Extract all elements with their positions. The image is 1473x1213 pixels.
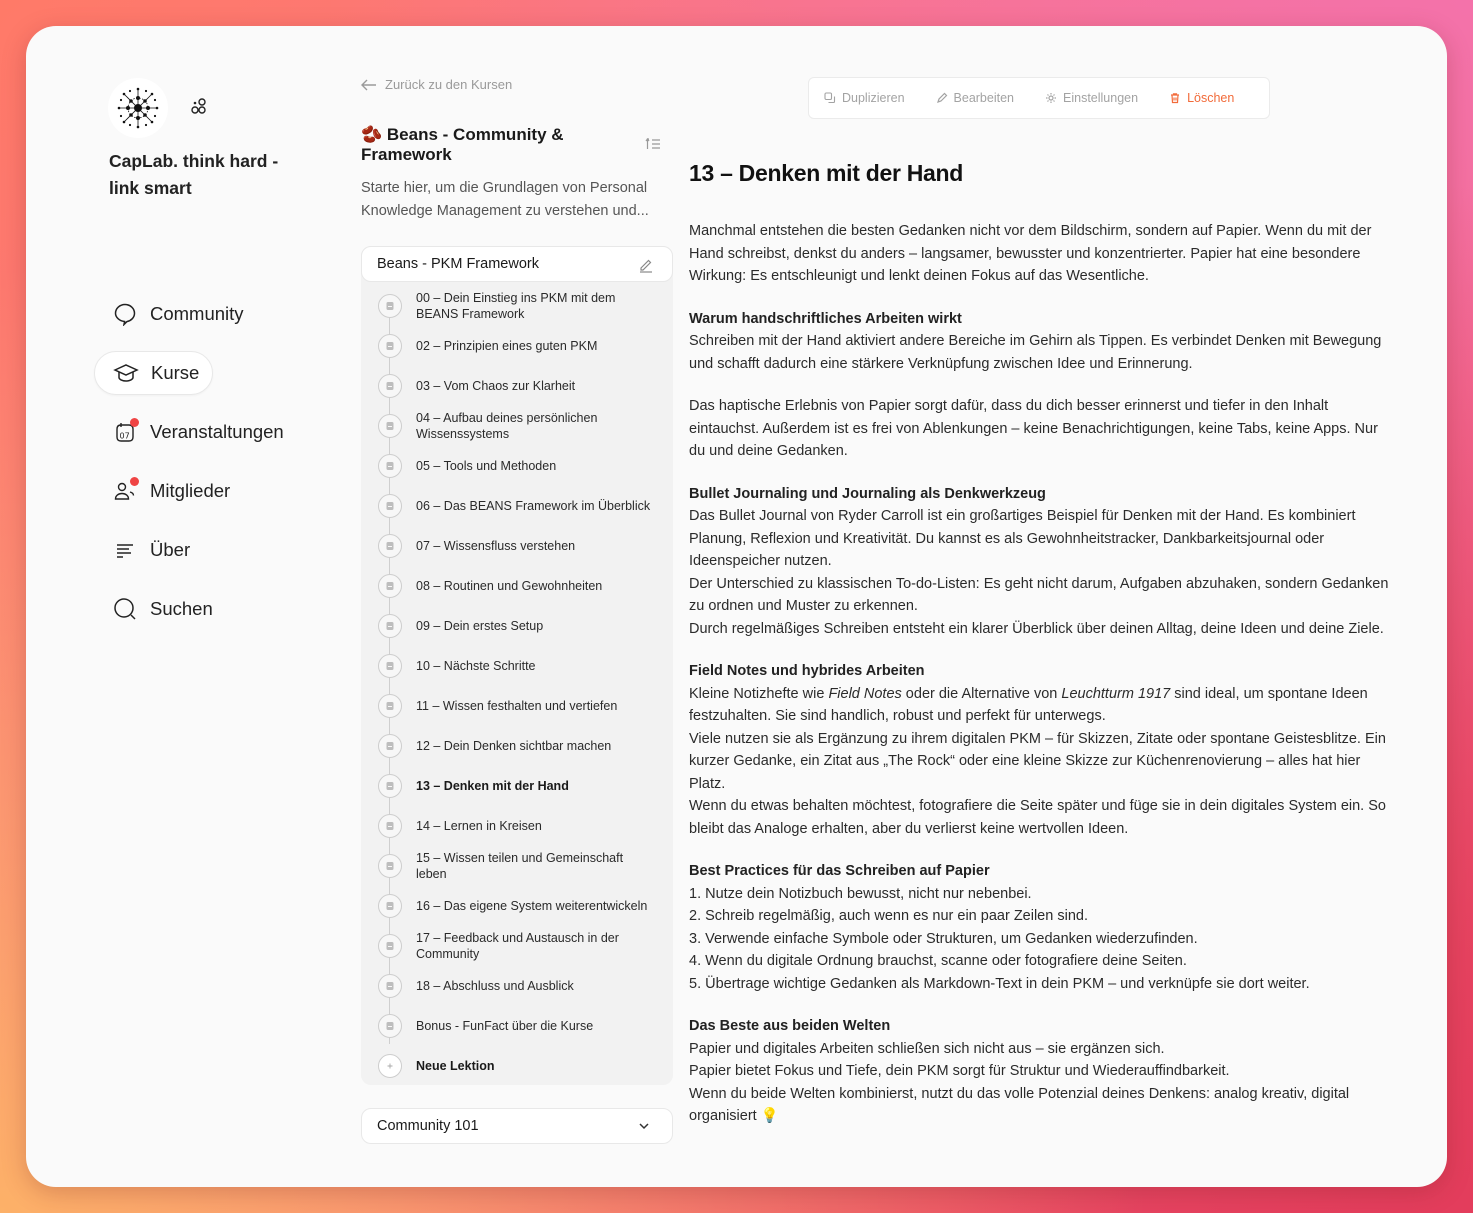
sidebar-item-kurse[interactable] [94, 351, 213, 395]
lesson-label: 15 – Wissen teilen und Gemeinschaft leben [416, 851, 624, 881]
lesson-doc-icon [378, 854, 402, 878]
members-icon [112, 478, 138, 504]
paragraph: Wenn du beide Welten kombinierst, nutzt du das volle Potenzial deines Denkens: analog kreativ, digital organisiert 💡 [689, 1085, 1350, 1124]
nav-label: Veranstaltungen [150, 421, 284, 442]
pencil-icon [936, 92, 948, 104]
lesson-label: 12 – Dein Denken sichtbar machen [416, 739, 612, 753]
pencil-icon[interactable] [638, 257, 654, 273]
sidebar-item-suchen[interactable] [94, 587, 324, 631]
sidebar-item-community[interactable] [94, 292, 324, 336]
lesson-label: 17 – Feedback und Austausch in der Community [416, 931, 619, 961]
network-logo-icon [115, 85, 161, 131]
new-lesson-label: Neue Lektion [416, 1059, 495, 1073]
lesson-item[interactable] [361, 806, 673, 846]
section-header[interactable] [361, 246, 673, 282]
nav-label: Über [150, 539, 191, 560]
community-name: CapLab. think hard - link smart [109, 151, 279, 198]
lesson-item[interactable] [361, 646, 673, 686]
search-icon [112, 596, 138, 622]
lesson-title: 13 – Denken mit der Hand [689, 160, 963, 186]
trash-icon [1169, 92, 1181, 104]
chat-bubble-icon [112, 301, 138, 327]
lesson-item[interactable] [361, 526, 673, 566]
lesson-doc-icon [378, 614, 402, 638]
edit-button[interactable] [936, 91, 1014, 105]
settings-label: Einstellungen [1063, 91, 1139, 105]
lesson-label: 13 – Denken mit der Hand [416, 779, 569, 793]
lesson-item[interactable] [361, 686, 673, 726]
paragraph: Kleine Notizhefte wie Field Notes oder die Alternative von Leuchtturm 1917 sind ideal, um spontane Ideen festzuhalten. Sie sind handlich, robust und perfekt für unterwegs. [689, 685, 1368, 724]
app-window [26, 26, 1447, 1187]
lesson-content [689, 158, 1394, 1128]
list-item: 3. Verwende einfache Symbole oder Strukturen, um Gedanken wiederzufinden. [689, 930, 1198, 947]
paragraph: Wenn du etwas behalten möchtest, fotografiere die Seite später und füge sie in dein digitales System ein. So bleibt das Analoge erhalten, aber du verlierst keine wertvollen Ideen. [689, 798, 1386, 837]
beans-emoji-icon: 🫘 [361, 125, 383, 144]
lesson-doc-icon [378, 1014, 402, 1038]
list-item: 4. Wenn du digitale Ordnung brauchst, scanne oder fotografiere deine Seiten. [689, 953, 1187, 969]
sidebar-item-veranstaltungen[interactable] [94, 410, 324, 454]
paragraph: Das Bullet Journal von Ryder Carroll ist ein großartiges Beispiel für Denken mit der Hand. Es kombiniert Planung, Reflexion und Kreativität. Du kannst es als Gewohnheitstracker, Dankbarkeitsjournal oder Ideenspeicher nutzen. [689, 508, 1356, 569]
chevron-down-icon [638, 1122, 650, 1130]
lesson-doc-icon [378, 534, 402, 558]
list-item: 2. Schreib regelmäßig, auch wenn es nur ein paar Zeilen sind. [689, 908, 1088, 924]
lesson-item[interactable] [361, 486, 673, 526]
graduation-cap-icon [113, 360, 139, 386]
section-heading: Warum handschriftliches Arbeiten wirkt [689, 310, 962, 327]
duplicate-label: Duplizieren [842, 91, 905, 105]
lesson-doc-icon [378, 814, 402, 838]
lesson-doc-icon [378, 654, 402, 678]
sidebar-nav [94, 292, 324, 646]
lesson-doc-icon [378, 334, 402, 358]
lesson-doc-icon [378, 734, 402, 758]
svg-text:07: 07 [119, 431, 130, 441]
lesson-item[interactable] [361, 566, 673, 606]
paragraph: Schreiben mit der Hand aktiviert andere Bereiche im Gehirn als Tippen. Es verbindet Denken mit Bewegung und schafft dadurch eine stärkere Verknüpfung zwischen Idee und Erinnerung. [689, 333, 1382, 372]
course-title [361, 125, 621, 165]
lightbulb-emoji-icon: 💡 [760, 1108, 779, 1124]
paragraph: Papier und digitales Arbeiten schließen sich nicht aus – sie ergänzen sich. [689, 1040, 1165, 1057]
sidebar-item-uber[interactable] [94, 528, 324, 572]
lesson-label: 16 – Das eigene System weiterentwickeln [416, 899, 648, 913]
section-heading: Das Beste aus beiden Welten [689, 1018, 891, 1034]
lesson-item[interactable] [361, 886, 673, 926]
lesson-item[interactable] [361, 846, 673, 886]
lesson-list [361, 286, 673, 1086]
plus-icon [378, 1054, 402, 1078]
lesson-label: Bonus - FunFact über die Kurse [416, 1019, 594, 1033]
course-description: Starte hier, um die Grundlagen von Personal Knowledge Management zu verstehen und... [361, 180, 649, 219]
lesson-item[interactable] [361, 726, 673, 766]
paragraph: Der Unterschied zu klassischen To-do-Listen: Es geht nicht darum, Aufgaben abzuhaken, sondern Gedanken zu ordnen und Muster zu erkennen. [689, 575, 1389, 614]
section-heading: Best Practices für das Schreiben auf Papier [689, 863, 990, 879]
lesson-intro: Manchmal entstehen die besten Gedanken nicht vor dem Bildschirm, sondern auf Papier. Wenn du mit der Hand schreibst, denkst du anders – langsamer, bewusster und konzentrierter. Papier hat eine besondere Wirkung: Es entschleunigt und lenkt deinen Fokus auf das Wesentliche. [689, 223, 1372, 284]
lesson-label: 07 – Wissensfluss verstehen [416, 539, 576, 553]
lesson-doc-icon [378, 494, 402, 518]
lesson-label: 06 – Das BEANS Framework im Überblick [416, 499, 651, 513]
back-label: Zurück zu den Kursen [385, 77, 513, 92]
lines-icon [112, 537, 138, 563]
lesson-doc-icon [378, 294, 402, 318]
lesson-label: 04 – Aufbau deines persönlichen Wissenssystems [416, 411, 598, 441]
lesson-toolbar [808, 77, 1270, 119]
lesson-label: 08 – Routinen und Gewohnheiten [416, 579, 603, 593]
lesson-item[interactable] [361, 326, 673, 366]
lesson-item[interactable] [361, 366, 673, 406]
section-title: Community 101 [377, 1118, 479, 1134]
lesson-doc-icon [378, 374, 402, 398]
paragraph: Viele nutzen sie als Ergänzung zu ihrem digitalen PKM – für Skizzen, Zitate oder spontane Geistesblitze. Ein kurzer Gedanke, ein Zitat aus „The Rock“ oder eine kleine Skizze zur Küchenrenovierung – alles hat hier Platz. [689, 730, 1386, 792]
list-item: 5. Übertrage wichtige Gedanken als Markdown-Text in dein PKM – und verknüpfe sie dort weiter. [689, 975, 1310, 992]
section-community-101[interactable] [361, 1108, 673, 1144]
back-to-courses-link[interactable] [361, 77, 512, 92]
lesson-item[interactable] [361, 966, 673, 1006]
lesson-label: 05 – Tools und Methoden [416, 459, 557, 473]
paragraph: Durch regelmäßiges Schreiben entsteht ein klarer Überblick über deinen Alltag, deine Ideen und deine Ziele. [689, 620, 1384, 637]
lesson-item[interactable] [361, 1006, 673, 1046]
lesson-doc-icon [378, 774, 402, 798]
section-heading: Bullet Journaling und Journaling als Denkwerkzeug [689, 485, 1046, 502]
section-heading: Field Notes und hybrides Arbeiten [689, 663, 925, 679]
lesson-label: 00 – Dein Einstieg ins PKM mit dem BEANS Framework [416, 291, 616, 321]
notification-badge [130, 477, 139, 486]
emphasis: Field Notes [828, 685, 902, 702]
lesson-doc-icon [378, 894, 402, 918]
notification-badge [130, 418, 139, 427]
nav-label: Suchen [150, 598, 213, 619]
lesson-item[interactable] [361, 766, 673, 806]
lesson-item[interactable] [361, 406, 673, 446]
lesson-doc-icon [378, 694, 402, 718]
lesson-label: 11 – Wissen festhalten und vertiefen [416, 699, 618, 713]
arrow-left-icon [361, 79, 377, 91]
lesson-doc-icon [378, 454, 402, 478]
lesson-item[interactable] [361, 926, 673, 966]
lesson-doc-icon [378, 574, 402, 598]
nav-label: Mitglieder [150, 480, 231, 501]
duplicate-button[interactable] [824, 91, 905, 105]
gear-icon [1045, 92, 1057, 104]
paragraph: Papier bietet Fokus und Tiefe, dein PKM sorgt für Struktur und Wiederauffindbarkeit. [689, 1063, 1230, 1079]
new-lesson-button[interactable] [361, 1046, 673, 1086]
nav-label: Community [150, 303, 244, 324]
delete-label: Löschen [1187, 91, 1235, 105]
lesson-label: 02 – Prinzipien eines guten PKM [416, 339, 598, 353]
lesson-label: 14 – Lernen in Kreisen [416, 819, 542, 833]
lesson-label: 09 – Dein erstes Setup [416, 619, 544, 633]
lesson-label: 10 – Nächste Schritte [416, 659, 536, 673]
lesson-doc-icon [378, 934, 402, 958]
lesson-item[interactable] [361, 446, 673, 486]
lesson-item[interactable] [361, 286, 673, 326]
best-practices-list [689, 883, 1394, 996]
edit-label: Bearbeiten [953, 91, 1014, 105]
calendar-icon [112, 419, 138, 445]
reorder-icon[interactable] [644, 136, 662, 152]
sidebar-item-mitglieder[interactable] [94, 469, 324, 513]
duplicate-icon [824, 92, 836, 104]
lesson-doc-icon [378, 974, 402, 998]
lesson-doc-icon [378, 414, 402, 438]
lesson-label: 18 – Abschluss und Ausblick [416, 979, 574, 993]
lesson-label: 03 – Vom Chaos zur Klarheit [416, 379, 576, 393]
emphasis: Leuchtturm 1917 [1061, 685, 1171, 702]
settings-button[interactable] [1045, 91, 1138, 105]
lesson-item[interactable] [361, 606, 673, 646]
community-logo[interactable] [108, 78, 168, 138]
delete-button[interactable] [1169, 91, 1234, 105]
section-title: Beans - PKM Framework [377, 256, 539, 272]
paragraph: Das haptische Erlebnis von Papier sorgt dafür, dass du dich besser erinnerst und tiefer in den Inhalt eintauchst. Außerdem ist es frei von Ablenkungen – keine Benachrichtigungen, keine Tabs, keine Apps. Nur du und deine Gedanken. [689, 398, 1378, 459]
section-beans-pkm [361, 246, 673, 1085]
list-item: 1. Nutze dein Notizbuch bewusst, nicht nur nebenbei. [689, 885, 1032, 902]
course-title-text: Beans - Community & Framework [361, 125, 564, 164]
nav-label: Kurse [151, 362, 200, 383]
spaces-switch-icon[interactable] [190, 96, 208, 116]
